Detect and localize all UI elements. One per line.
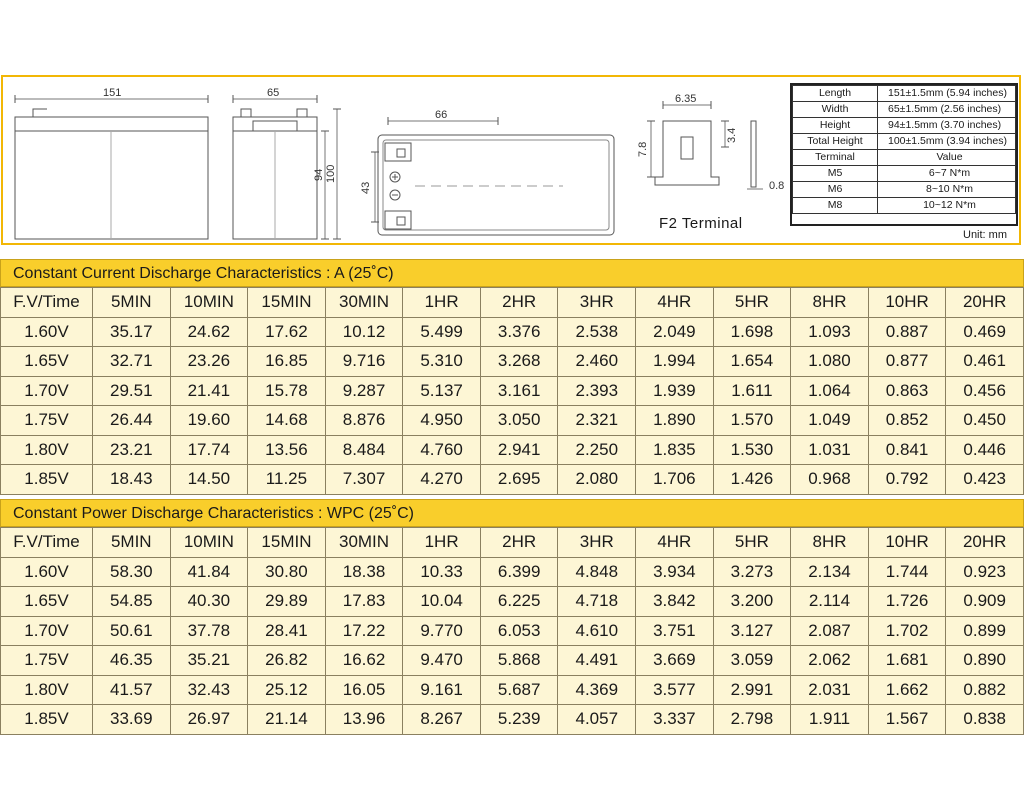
constant-current-table [0,287,1024,495]
table-cell: 0.890 [946,646,1024,676]
table-cell: 2.695 [480,465,558,495]
column-header: 2HR [480,528,558,558]
table-cell: 29.89 [248,587,326,617]
table-cell: 5.310 [403,347,481,377]
dim-width: 65 [267,87,280,99]
table-cell: 3.050 [480,406,558,436]
dim-terminal-span: 66 [435,109,448,121]
table-cell: 1.662 [868,675,946,705]
table-cell: 1.994 [636,347,714,377]
row-voltage-cell: 1.85V [1,705,93,735]
table-cell: 5.239 [480,705,558,735]
table-cell: 10.12 [325,317,403,347]
table-cell: 0.899 [946,616,1024,646]
table-cell: 2.080 [558,465,636,495]
torque-label: M5 [793,166,878,182]
table-row [1,705,1024,735]
unit-label: Unit: mm [963,229,1007,241]
table-row [1,406,1024,436]
table-cell: 17.22 [325,616,403,646]
table-cell: 0.863 [868,376,946,406]
table-cell: 32.43 [170,675,248,705]
spec-row [793,102,1016,118]
constant-power-table [0,527,1024,735]
spec-table [792,85,1016,214]
table-cell: 6.053 [480,616,558,646]
front-view-drawing [15,95,208,239]
table-cell: 16.85 [248,347,326,377]
table-row [1,675,1024,705]
table-cell: 9.287 [325,376,403,406]
column-header: 5MIN [93,528,171,558]
table-cell: 10.04 [403,587,481,617]
dim-terminal-height: 43 [360,181,372,194]
table-cell: 0.838 [946,705,1024,735]
row-voltage-cell: 1.80V [1,675,93,705]
column-header: 4HR [636,528,714,558]
column-header: 10MIN [170,288,248,318]
table-cell: 5.137 [403,376,481,406]
column-header: 15MIN [248,528,326,558]
table-cell: 3.934 [636,557,714,587]
table-cell: 6.399 [480,557,558,587]
table-cell: 0.877 [868,347,946,377]
table-cell: 54.85 [93,587,171,617]
table-cell: 40.30 [170,587,248,617]
table-cell: 18.43 [93,465,171,495]
table-cell: 4.610 [558,616,636,646]
table-cell: 1.049 [791,406,869,436]
dim-total-height: 100 [325,164,337,183]
row-voltage-cell: 1.80V [1,435,93,465]
column-header: 4HR [636,288,714,318]
table-cell: 3.337 [636,705,714,735]
header-row [1,288,1024,318]
table-cell: 3.842 [636,587,714,617]
table-cell: 3.161 [480,376,558,406]
table-cell: 16.62 [325,646,403,676]
table-cell: 0.887 [868,317,946,347]
table-cell: 2.798 [713,705,791,735]
spec-label: Height [793,118,878,134]
torque-value: 6~7 N*m [878,166,1016,182]
table-cell: 2.049 [636,317,714,347]
table-cell: 3.669 [636,646,714,676]
table-row [1,646,1024,676]
table-row [1,347,1024,377]
row-voltage-cell: 1.60V [1,317,93,347]
table-row [1,435,1024,465]
table-cell: 0.461 [946,347,1024,377]
table-cell: 1.726 [868,587,946,617]
column-header: 1HR [403,528,481,558]
column-header: 5HR [713,528,791,558]
table-cell: 10.33 [403,557,481,587]
table-cell: 16.05 [325,675,403,705]
table-cell: 2.460 [558,347,636,377]
column-header: 10MIN [170,528,248,558]
table-cell: 21.41 [170,376,248,406]
table-cell: 15.78 [248,376,326,406]
table-cell: 0.841 [868,435,946,465]
table-cell: 26.97 [170,705,248,735]
table-cell: 0.909 [946,587,1024,617]
table-cell: 0.968 [791,465,869,495]
column-header: 20HR [946,288,1024,318]
table-cell: 0.792 [868,465,946,495]
table-cell: 1.706 [636,465,714,495]
constant-current-section [0,259,1024,495]
table-row [1,557,1024,587]
table-cell: 0.852 [868,406,946,436]
table-cell: 0.423 [946,465,1024,495]
table-cell: 41.57 [93,675,171,705]
dim-f2-tab: 3.4 [726,127,738,143]
column-header-fv-time: F.V/Time [1,528,93,558]
column-header: 10HR [868,528,946,558]
table-cell: 8.484 [325,435,403,465]
torque-header-value: Value [878,150,1016,166]
column-header: 3HR [558,528,636,558]
table-cell: 9.770 [403,616,481,646]
table-cell: 1.744 [868,557,946,587]
table-cell: 13.96 [325,705,403,735]
table-cell: 0.450 [946,406,1024,436]
table-cell: 3.273 [713,557,791,587]
torque-header-label: Terminal [793,150,878,166]
table-cell: 46.35 [93,646,171,676]
table-cell: 1.939 [636,376,714,406]
torque-header-row [793,150,1016,166]
table-cell: 1.911 [791,705,869,735]
row-voltage-cell: 1.70V [1,616,93,646]
table-cell: 29.51 [93,376,171,406]
column-header: 5HR [713,288,791,318]
table-cell: 3.200 [713,587,791,617]
table-cell: 23.26 [170,347,248,377]
row-voltage-cell: 1.85V [1,465,93,495]
table-cell: 7.307 [325,465,403,495]
table-cell: 0.446 [946,435,1024,465]
table-cell: 4.718 [558,587,636,617]
table-cell: 35.17 [93,317,171,347]
table-cell: 41.84 [170,557,248,587]
table-cell: 4.760 [403,435,481,465]
row-voltage-cell: 1.75V [1,646,93,676]
table-cell: 1.611 [713,376,791,406]
spec-label: Total Height [793,134,878,150]
table-cell: 1.064 [791,376,869,406]
table-cell: 35.21 [170,646,248,676]
table-cell: 3.268 [480,347,558,377]
table-cell: 2.991 [713,675,791,705]
table-cell: 50.61 [93,616,171,646]
table-cell: 26.82 [248,646,326,676]
table-cell: 2.087 [791,616,869,646]
table-cell: 32.71 [93,347,171,377]
table-cell: 17.74 [170,435,248,465]
table-cell: 25.12 [248,675,326,705]
f2-terminal-label: F2 Terminal [659,215,743,232]
table-cell: 2.941 [480,435,558,465]
torque-row [793,182,1016,198]
table-cell: 6.225 [480,587,558,617]
row-voltage-cell: 1.65V [1,347,93,377]
row-voltage-cell: 1.75V [1,406,93,436]
dim-length: 151 [103,87,122,99]
table-cell: 1.681 [868,646,946,676]
table-cell: 2.538 [558,317,636,347]
table-cell: 9.161 [403,675,481,705]
dim-f2-width: 6.35 [675,93,697,105]
column-header: 30MIN [325,528,403,558]
spec-value: 100±1.5mm (3.94 inches) [878,134,1016,150]
table-row [1,465,1024,495]
table-cell: 1.567 [868,705,946,735]
table-row [1,616,1024,646]
table-cell: 14.68 [248,406,326,436]
table-row [1,587,1024,617]
table-cell: 2.393 [558,376,636,406]
spec-row [793,86,1016,102]
torque-label: M8 [793,198,878,214]
table-cell: 14.50 [170,465,248,495]
table-cell: 26.44 [93,406,171,436]
spec-label: Width [793,102,878,118]
table-cell: 8.876 [325,406,403,436]
table-cell: 1.080 [791,347,869,377]
table-row [1,376,1024,406]
table-cell: 9.716 [325,347,403,377]
table-cell: 3.751 [636,616,714,646]
torque-value: 8~10 N*m [878,182,1016,198]
row-voltage-cell: 1.65V [1,587,93,617]
table-cell: 3.059 [713,646,791,676]
table-cell: 13.56 [248,435,326,465]
table-cell: 4.369 [558,675,636,705]
table-cell: 24.62 [170,317,248,347]
table-cell: 5.868 [480,646,558,676]
table-cell: 1.093 [791,317,869,347]
table-cell: 4.057 [558,705,636,735]
row-voltage-cell: 1.60V [1,557,93,587]
dim-height: 94 [313,168,325,181]
table-cell: 37.78 [170,616,248,646]
table-cell: 0.469 [946,317,1024,347]
table-cell: 2.134 [791,557,869,587]
table-cell: 0.456 [946,376,1024,406]
table-cell: 1.835 [636,435,714,465]
constant-power-title: Constant Power Discharge Characteristics : WPC (25˚C) [0,499,1024,527]
dim-f2-height: 7.8 [637,141,649,157]
table-cell: 2.114 [791,587,869,617]
table-cell: 5.499 [403,317,481,347]
f2-terminal-drawing [647,101,763,189]
column-header: 2HR [480,288,558,318]
table-cell: 1.698 [713,317,791,347]
table-cell: 2.062 [791,646,869,676]
column-header: 1HR [403,288,481,318]
table-cell: 0.923 [946,557,1024,587]
table-cell: 8.267 [403,705,481,735]
table-cell: 30.80 [248,557,326,587]
table-cell: 18.38 [325,557,403,587]
table-cell: 1.426 [713,465,791,495]
table-cell: 1.031 [791,435,869,465]
table-cell: 17.62 [248,317,326,347]
column-header: 15MIN [248,288,326,318]
row-voltage-cell: 1.70V [1,376,93,406]
torque-label: M6 [793,182,878,198]
spec-value: 65±1.5mm (2.56 inches) [878,102,1016,118]
dimension-drawing-panel [1,75,1021,245]
table-cell: 3.376 [480,317,558,347]
spec-value: 151±1.5mm (5.94 inches) [878,86,1016,102]
table-cell: 4.491 [558,646,636,676]
spec-label: Length [793,86,878,102]
table-cell: 1.530 [713,435,791,465]
table-cell: 11.25 [248,465,326,495]
column-header: 5MIN [93,288,171,318]
column-header: 3HR [558,288,636,318]
table-cell: 1.570 [713,406,791,436]
torque-row [793,198,1016,214]
top-view-drawing [371,117,614,235]
spec-value: 94±1.5mm (3.70 inches) [878,118,1016,134]
table-cell: 28.41 [248,616,326,646]
table-row [1,317,1024,347]
table-cell: 1.702 [868,616,946,646]
table-cell: 2.031 [791,675,869,705]
table-cell: 21.14 [248,705,326,735]
constant-current-title: Constant Current Discharge Characteristics : A (25˚C) [0,259,1024,287]
column-header: 10HR [868,288,946,318]
torque-row [793,166,1016,182]
column-header: 20HR [946,528,1024,558]
spec-row [793,134,1016,150]
table-cell: 0.882 [946,675,1024,705]
table-cell: 2.250 [558,435,636,465]
column-header: 8HR [791,528,869,558]
table-cell: 9.470 [403,646,481,676]
dim-f2-thickness: 0.8 [769,180,785,192]
column-header: 30MIN [325,288,403,318]
table-cell: 3.127 [713,616,791,646]
table-cell: 33.69 [93,705,171,735]
table-cell: 1.890 [636,406,714,436]
table-cell: 4.950 [403,406,481,436]
table-cell: 58.30 [93,557,171,587]
table-cell: 2.321 [558,406,636,436]
constant-power-section [0,499,1024,735]
table-cell: 19.60 [170,406,248,436]
table-cell: 3.577 [636,675,714,705]
column-header: 8HR [791,288,869,318]
torque-value: 10~12 N*m [878,198,1016,214]
table-cell: 4.848 [558,557,636,587]
table-cell: 23.21 [93,435,171,465]
table-cell: 5.687 [480,675,558,705]
spec-row [793,118,1016,134]
header-row [1,528,1024,558]
column-header-fv-time: F.V/Time [1,288,93,318]
table-cell: 1.654 [713,347,791,377]
table-cell: 4.270 [403,465,481,495]
table-cell: 17.83 [325,587,403,617]
